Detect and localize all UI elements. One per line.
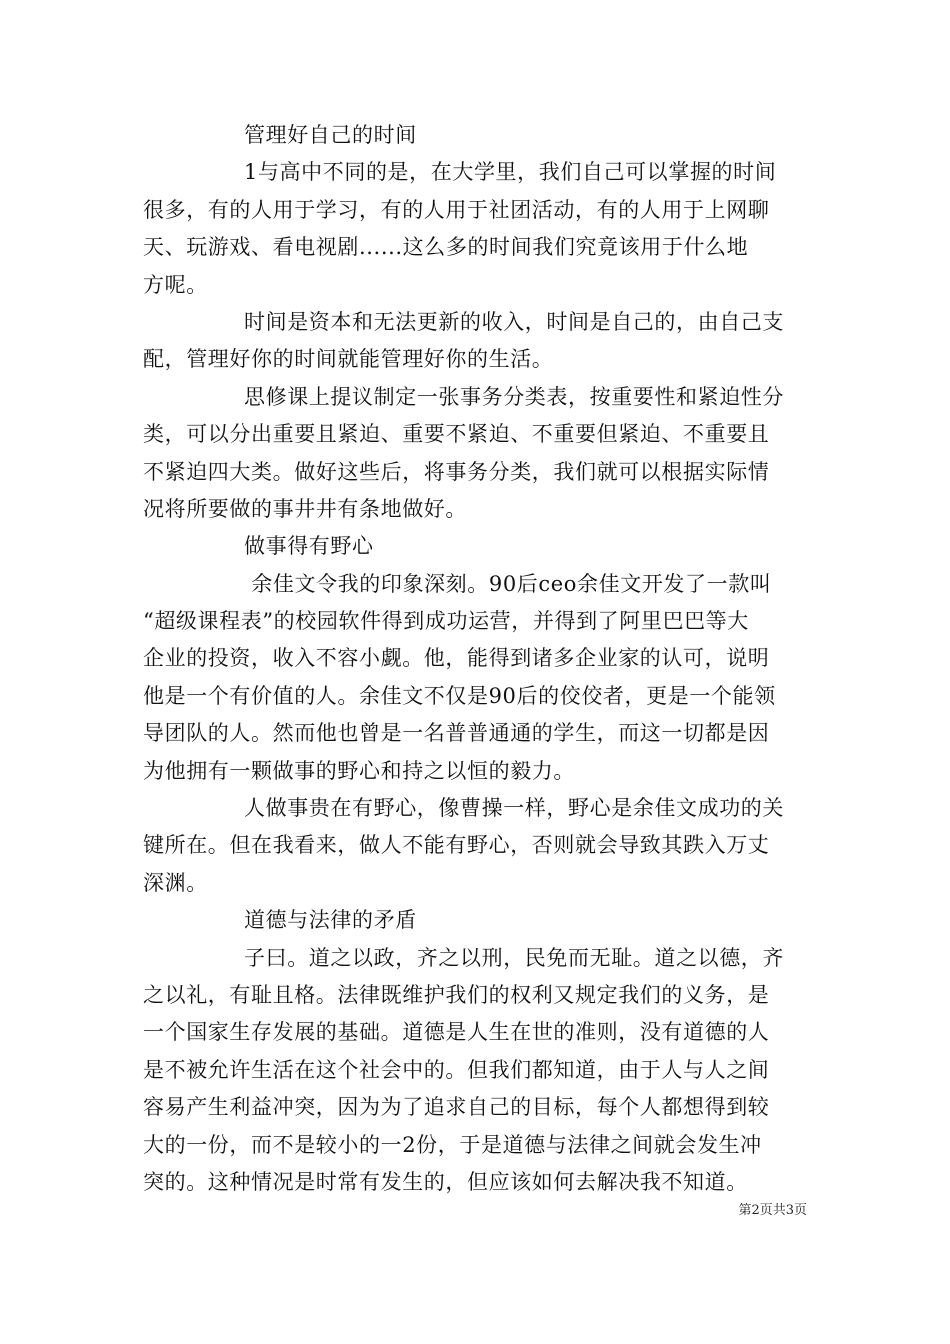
paragraph-line: “超级课程表”的校园软件得到成功运营，并得到了阿里巴巴等大 — [143, 609, 749, 634]
paragraph-line: 一个国家生存发展的基础。道德是人生在世的准则，没有道德的人 — [143, 1020, 770, 1045]
paragraph-line: 思修课上提议制定一张事务分类表，按重要性和紧迫性分 — [244, 384, 784, 409]
paragraph-line: 配，管理好你的时间就能管理好你的生活。 — [143, 347, 554, 372]
paragraph-line: 企业的投资，收入不容小觑。他，能得到诸多企业家的认可，说明 — [143, 646, 770, 671]
paragraph-line: 天、玩游戏、看电视剧......这么多的时间我们究竟该用于什么地 — [143, 235, 749, 260]
paragraph-line: 导团队的人。然而他也曾是一名普普通通的学生，而这一切都是因 — [143, 721, 770, 746]
section-heading: 做事得有野心 — [244, 534, 374, 559]
paragraph-line: 之以礼，有耻且格。法律既维护我们的权利又规定我们的义务，是 — [143, 982, 770, 1007]
paragraph-line: 他是一个有价值的人。余佳文不仅是90后的佼佼者，更是一个能领 — [143, 683, 776, 708]
paragraph-line: 突的。这种情况是时常有发生的，但应该如何去解决我不知道。 — [143, 1169, 748, 1194]
paragraph-line: 是不被允许生活在这个社会中的。但我们都知道，由于人与人之间 — [143, 1057, 770, 1082]
paragraph-line: 键所在。但在我看来，做人不能有野心，否则就会导致其跌入万丈 — [143, 833, 770, 858]
paragraph-line: 大的一份，而不是较小的一2份，于是道德与法律之间就会发生冲 — [143, 1132, 762, 1157]
paragraph-line: 深渊。 — [143, 870, 208, 895]
page-number-footer: 第2页共3页 — [738, 1203, 807, 1218]
paragraph-line: 人做事贵在有野心，像曹操一样，野心是余佳文成功的关 — [244, 796, 784, 821]
paragraph-line: 为他拥有一颗做事的野心和持之以恒的毅力。 — [143, 758, 575, 783]
section-heading: 道德与法律的矛盾 — [244, 908, 417, 933]
paragraph-line: 1与高中不同的是，在大学里，我们自己可以掌握的时间 — [244, 160, 777, 185]
paragraph-line: 容易产生利益冲突，因为为了追求自己的目标，每个人都想得到较 — [143, 1095, 770, 1120]
document-body — [143, 117, 807, 1201]
paragraph-line: 余佳文令我的印象深刻。90后ceo余佳文开发了一款叫 — [244, 571, 772, 596]
paragraph-line: 方呢。 — [143, 272, 208, 297]
section-heading: 管理好自己的时间 — [244, 123, 417, 147]
paragraph-line: 时间是资本和无法更新的收入，时间是自己的，由自己支 — [244, 309, 784, 334]
paragraph-line: 不紧迫四大类。做好这些后，将事务分类，我们就可以根据实际情 — [143, 459, 770, 484]
paragraph-line: 很多，有的人用于学习，有的人用于社团活动，有的人用于上网聊 — [143, 197, 770, 222]
paragraph-line: 子曰。道之以政，齐之以刑，民免而无耻。道之以德，齐 — [244, 945, 784, 970]
paragraph-line: 况将所要做的事井井有条地做好。 — [143, 496, 467, 521]
paragraph-line: 类，可以分出重要且紧迫、重要不紧迫、不重要但紧迫、不重要且 — [143, 422, 770, 447]
